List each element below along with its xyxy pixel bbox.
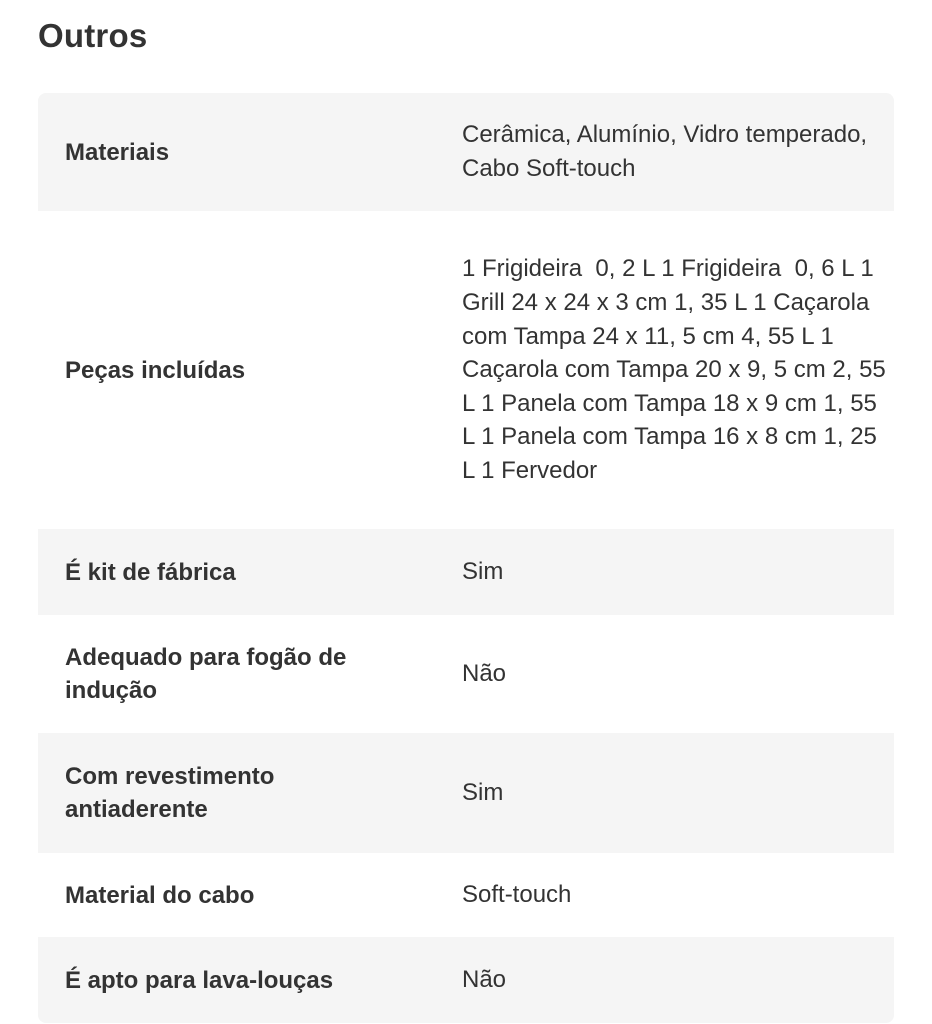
specs-table [38,93,894,1023]
spec-label: É apto para lava-louças [65,966,334,994]
spec-value: Sim [462,779,504,807]
spec-value: Sim [462,558,504,586]
spec-row-fogao-inducao [38,615,894,733]
spec-row-material-do-cabo [38,853,894,937]
spec-row-materiais [38,93,894,211]
spec-value: Soft-touch [462,881,572,909]
spec-label: Materiais [65,138,170,166]
spec-row-lava-loucas [38,937,894,1023]
spec-row-pecas-incluidas [38,211,894,529]
spec-label: Material do cabo [65,881,255,909]
spec-row-kit-de-fabrica [38,529,894,615]
spec-value: Cerâmica, Alumínio, Vidro temperado, Cabo Soft-touch [462,121,874,182]
spec-value: Não [462,966,507,994]
spec-row-revestimento-antiaderente [38,733,894,853]
section-title: Outros [38,17,148,54]
spec-label: É kit de fábrica [65,558,236,586]
spec-value: 1 Frigideira 0, 2 L 1 Frigideira 0, 6 L 1 Grill 24 x 24 x 3 cm 1, 35 L 1 Caçarola com Tampa 24 x 11, 5 cm 4, 55 L 1 Caçarola com Tampa 20 x 9, 5 cm 2, 55 L 1 Panela com Tampa 18 x 9 cm 1, 55 L 1 Panela com Tampa 16 x 8 cm 1, 25 L 1 Fervedor [462,255,893,484]
spec-label: Com revestimento antiaderente [65,763,275,823]
spec-value: Não [462,660,507,688]
spec-label: Peças incluídas [65,356,246,384]
spec-label: Adequado para fogão de indução [65,644,347,704]
